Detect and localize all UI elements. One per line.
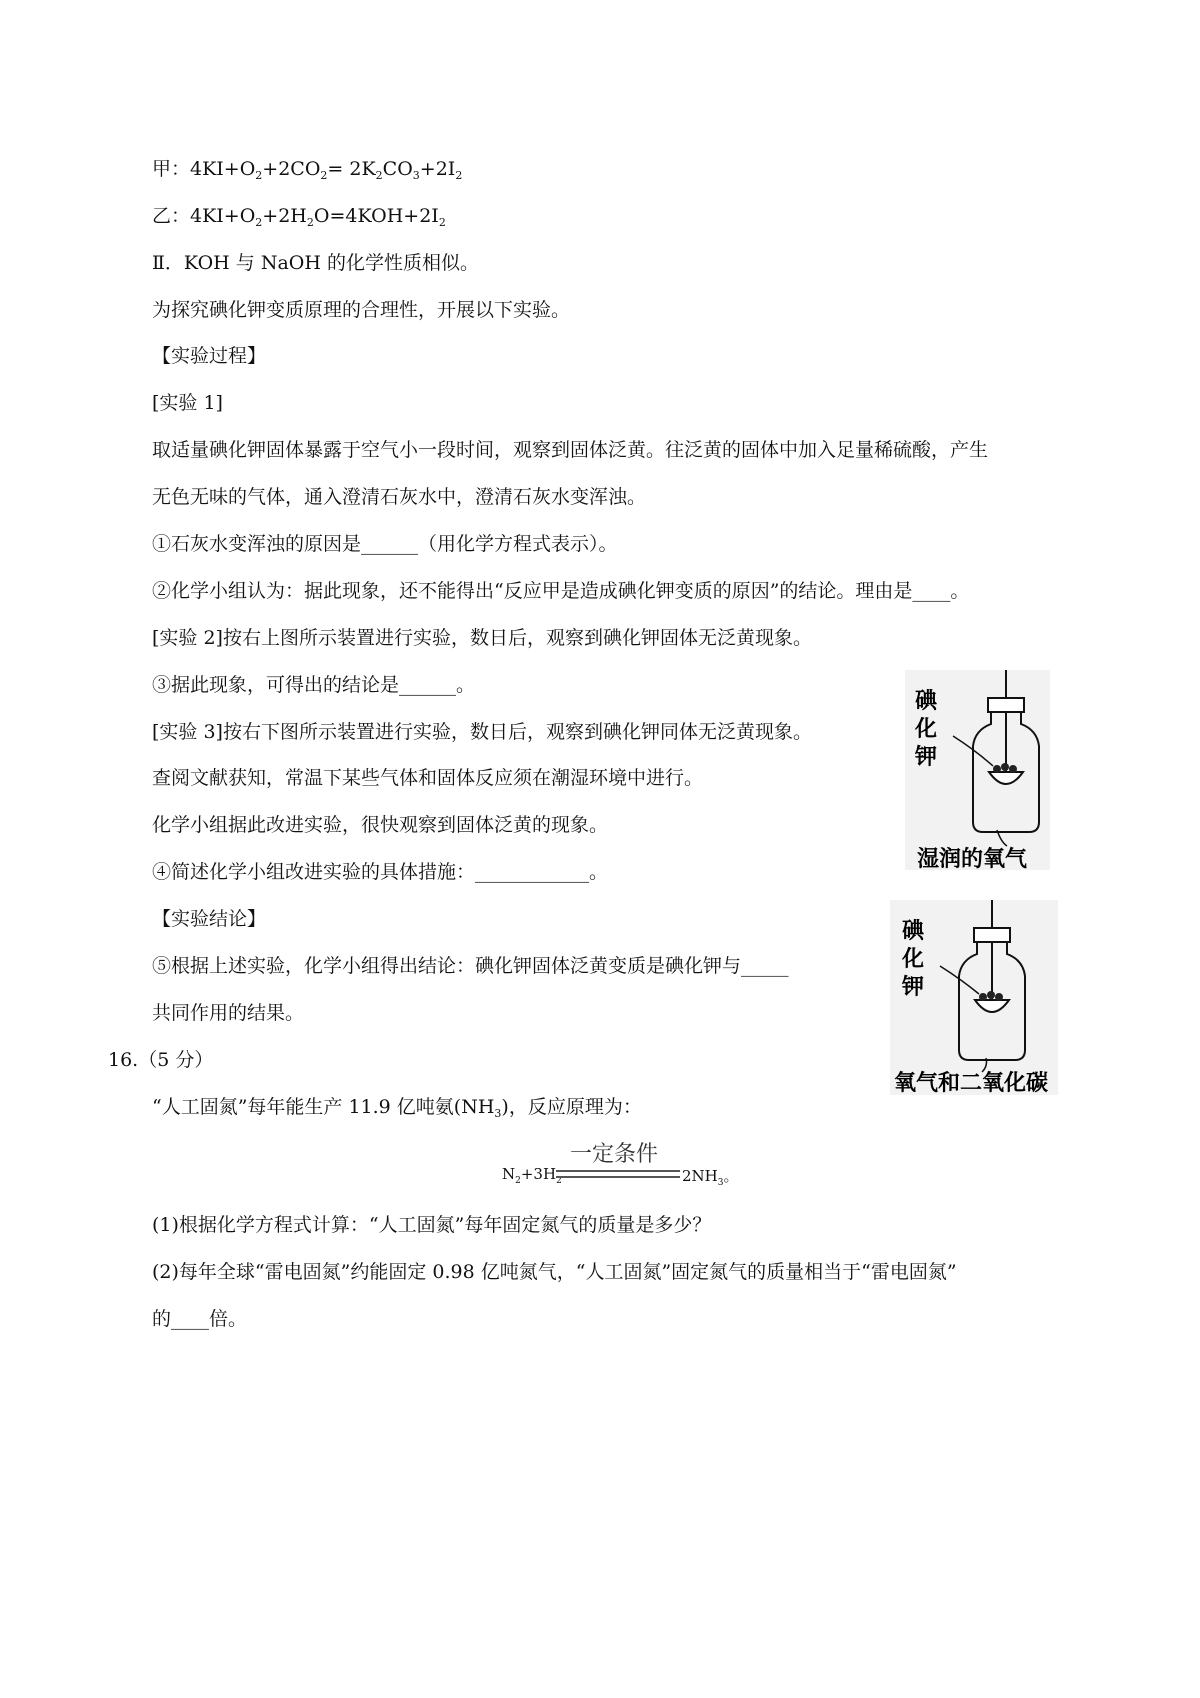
question-5-line2: 共同作用的结果。 — [152, 1002, 305, 1024]
figure-label-char: 碘 — [902, 919, 925, 944]
reaction-jia-text: CO — [382, 158, 413, 180]
info-koh-naoh: Ⅱ．KOH 与 NaOH 的化学性质相似。 — [152, 252, 479, 274]
subscript: 2 — [306, 216, 314, 229]
question-5-line1: ⑤根据上述实验，化学小组得出结论：碘化钾固体泛黄变质是碘化钾与_____ — [152, 955, 789, 977]
reaction-jia-text: +2I — [419, 158, 456, 180]
question-16-part-1: (1)根据化学方程式计算：“人工固氮”每年固定氮气的质量是多少？ — [152, 1214, 712, 1236]
improvement-note: 化学小组据此改进实验，很快观察到固体泛黄的现象。 — [152, 814, 609, 836]
bottle-apparatus-bottom — [890, 900, 1058, 1095]
exp1-text-line1: 取适量碘化钾固体暴露于空气小一段时间，观察到固体泛黄。往泛黄的固体中加入足量稀硫酸，产生 — [152, 439, 989, 461]
figure-label-char: 化 — [902, 947, 925, 972]
figure-label-char: 碘 — [915, 689, 938, 714]
subscript: 2 — [320, 169, 328, 182]
figure-moist-oxygen — [905, 670, 1050, 870]
equation-text: 2NH — [682, 1167, 718, 1185]
exp1-heading: [实验 1] — [152, 392, 223, 414]
subscript: 3 — [412, 169, 420, 182]
figure-oxygen-co2 — [890, 900, 1058, 1095]
question-16-number: 16.（5 分） — [108, 1049, 214, 1071]
equation-left — [502, 1165, 562, 1186]
question-4: ④简述化学小组改进实验的具体措施：____________。 — [152, 861, 609, 883]
reaction-jia — [152, 156, 462, 189]
reaction-jia-text: 甲：4KI+O — [152, 158, 256, 180]
figure-caption: 湿润的氧气 — [917, 847, 1028, 870]
subscript: 3 — [717, 1178, 724, 1188]
question-16-intro-text: “人工固氮”每年能生产 11.9 亿吨氨(NH — [152, 1096, 495, 1118]
exp2-text: [实验 2]按右上图所示装置进行实验，数日后，观察到碘化钾固体无泛黄现象。 — [152, 627, 812, 649]
subscript: 2 — [455, 169, 463, 182]
subscript: 2 — [255, 169, 263, 182]
reaction-jia-text: = 2K — [327, 158, 376, 180]
subscript: 2 — [556, 1176, 562, 1186]
reaction-yi-text: 乙：4KI+O — [152, 205, 256, 227]
figure-label-char: 钾 — [902, 975, 925, 1000]
section-heading-conclusion: 【实验结论】 — [152, 908, 267, 930]
reaction-yi — [152, 203, 446, 236]
question-16-intro-text: )，反应原理为： — [501, 1096, 642, 1118]
question-16-part-2-line1: (2)每年全球“雷电固氮”约能固定 0.98 亿吨氮气，“人工固氮”固定氮气的质量相当于“雷电固氮” — [152, 1261, 957, 1283]
synthesis-equation — [502, 1137, 762, 1197]
question-16-part-2-line2: 的____倍。 — [152, 1308, 248, 1330]
reaction-yi-text: +2H — [262, 205, 307, 227]
exp3-text: [实验 3]按右下图所示装置进行实验，数日后，观察到碘化钾同体无泛黄现象。 — [152, 721, 812, 743]
subscript: 2 — [515, 1176, 521, 1186]
equation-text: +3H — [520, 1165, 557, 1183]
figure-label-char: 化 — [915, 717, 938, 742]
equation-text: N — [502, 1165, 516, 1183]
question-3: ③据此现象，可得出的结论是______。 — [152, 674, 476, 696]
exp1-text-line2: 无色无味的气体，通入澄清石灰水中，澄清石灰水变浑浊。 — [152, 486, 647, 508]
equation-condition: 一定条件 — [570, 1142, 659, 1167]
equation-right — [682, 1165, 739, 1188]
literature-note: 查阅文献获知，常温下某些气体和固体反应须在潮湿环境中进行。 — [152, 767, 704, 789]
subscript: 2 — [438, 216, 446, 229]
question-1: ①石灰水变浑浊的原因是______（用化学方程式表示）。 — [152, 533, 618, 555]
experiment-purpose: 为探究碘化钾变质原理的合理性，开展以下实验。 — [152, 299, 571, 321]
equation-equals-sign — [556, 1167, 680, 1181]
equation-text: 。 — [723, 1167, 739, 1185]
reaction-yi-text: O=4KOH+2I — [313, 205, 439, 227]
subscript: 2 — [255, 216, 263, 229]
figure-caption: 氧气和二氧化碳 — [894, 1071, 1049, 1095]
question-2: ②化学小组认为：据此现象，还不能得出“反应甲是造成碘化钾变质的原因”的结论。理由是____。 — [152, 580, 970, 602]
reaction-jia-text: +2CO — [262, 158, 321, 180]
subscript: 3 — [494, 1107, 502, 1120]
section-heading-process: 【实验过程】 — [152, 345, 267, 367]
question-16-intro — [152, 1094, 642, 1127]
bottle-apparatus-top — [905, 670, 1050, 870]
subscript: 2 — [375, 169, 383, 182]
figure-label-char: 钾 — [915, 745, 938, 770]
